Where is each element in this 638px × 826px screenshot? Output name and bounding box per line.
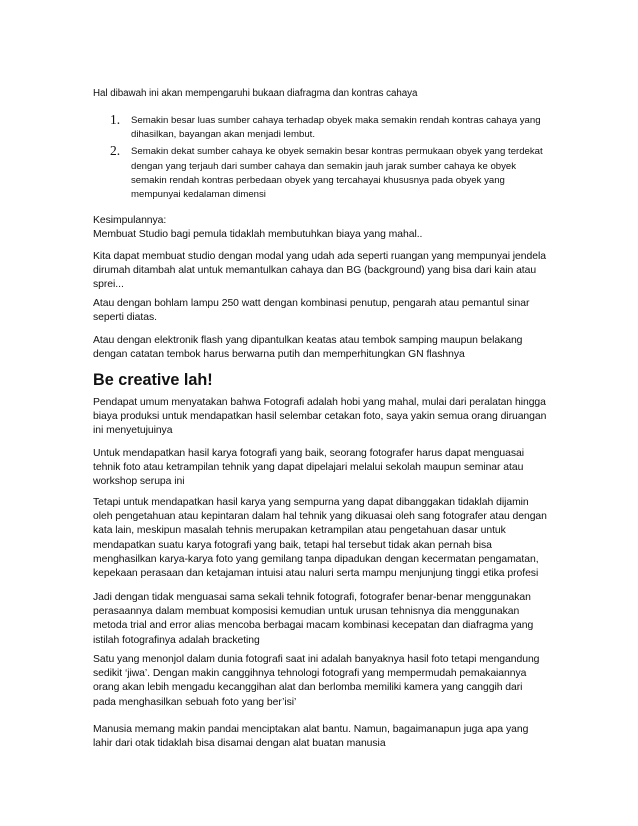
paragraph: Atau dengan bohlam lampu 250 watt dengan kombinasi penutup, pengarah atau pemantul sinar seperti diatas. (93, 298, 530, 324)
paragraph: Pendapat umum menyatakan bahwa Fotografi adalah hobi yang mahal, mulai dari peralatan hingga biaya produksi untuk mendapatkan hasil selembar cetakan foto, saya yakin semua orang diruangan ini menyetujuinya (93, 397, 547, 437)
list-item (110, 145, 550, 202)
conclusion-label: Kesimpulannya: (93, 215, 167, 226)
paragraph: Manusia memang makin pandai menciptakan alat bantu. Namun, bagaimanapun juga apa yang lahir dari otak tidaklah bisa disamai dengan alat buatan manusia (93, 724, 529, 750)
list-number: 1. (110, 112, 121, 127)
list-item-text: Semakin dekat sumber cahaya ke obyek semakin besar kontras permukaan obyek yang terdekat dengan yang terjauh dari sumber cahaya dan semakin jauh jarak sumber cahaya ke obyek semakin rendah kontras perbedaan obyek yang tercahayai khususnya pada obyek yang mempunyai kedalaman dimensi (131, 146, 543, 201)
paragraph: Atau dengan elektronik flash yang dipantulkan keatas atau tembok samping maupun belakang dengan catatan tembok harus berwarna putih dan memperhitungkan GN flashnya (93, 335, 523, 361)
paragraph: Jadi dengan tidak menguasai sama sekali tehnik fotografi, fotografer benar-benar menggunakan perasaannya dalam membuat komposisi kemudian untuk urusan tehnisnya dia menggunakan metoda trial and error alias mencoba berbagai macam kombinasi kecepatan dan diafragma yang istilah fotografinya adalah bracketing (93, 592, 534, 646)
list-item-text: Semakin besar luas sumber cahaya terhadap obyek maka semakin rendah kontras cahaya yang dihasilkan, bayangan akan menjadi lembut. (131, 115, 541, 141)
list-item (110, 114, 550, 142)
paragraph: Tetapi untuk mendapatkan hasil karya yang sempurna yang dapat dibanggakan tidaklah dijamin oleh pengetahuan atau kepintaran dalam hal tehnik yang dikuasai oleh sang fotografer atau dengan kata lain, meskipun masalah tehnis merupakan ketrampilan atau pengetahuan dasar untuk mendapatkan suatu karya fotografi yang baik, tetapi hal tersebut tidak akan pernah bisa menghasilkan karya-karya foto yang gemilang tanpa dipadukan dengan kecermatan pengamatan, kepekaan perasaan dan ketajaman intuisi atau naluri serta mampu menjunjung tinggi etika profesi (93, 497, 547, 580)
conclusion-section (93, 214, 548, 242)
paragraph: Kita dapat membuat studio dengan modal yang udah ada seperti ruangan yang mempunyai jendela dirumah ditambah alat untuk memantulkan cahaya dan BG (background) yang bisa dari kain atau sprei... (93, 251, 546, 291)
paragraph: Untuk mendapatkan hasil karya fotografi yang baik, seorang fotografer harus dapat menguasai tehnik foto atau ketrampilan tehnik yang dapat dipelajari melalui sekolah maupun seminar atau workshop serupa ini (93, 448, 524, 488)
list-number: 2. (110, 143, 121, 159)
factor-list (110, 114, 550, 202)
section-heading: Be creative lah! (93, 371, 213, 389)
intro-line: Hal dibawah ini akan mempengaruhi bukaan diafragma dan kontras cahaya (93, 88, 418, 99)
conclusion-line: Membuat Studio bagi pemula tidaklah membutuhkan biaya yang mahal.. (93, 229, 423, 241)
paragraph: Satu yang menonjol dalam dunia fotografi saat ini adalah banyaknya hasil foto tetapi mengandung sedikit ‘jiwa’. Dengan makin canggihnya tehnologi fotografi yang mempermudah pemakaiannya orang akan lebih mengadu kecanggihan alat dan berlomba memiliki kamera yang canggih dari pada menghasilkan sebuah foto yang ber’isi’ (93, 654, 540, 708)
